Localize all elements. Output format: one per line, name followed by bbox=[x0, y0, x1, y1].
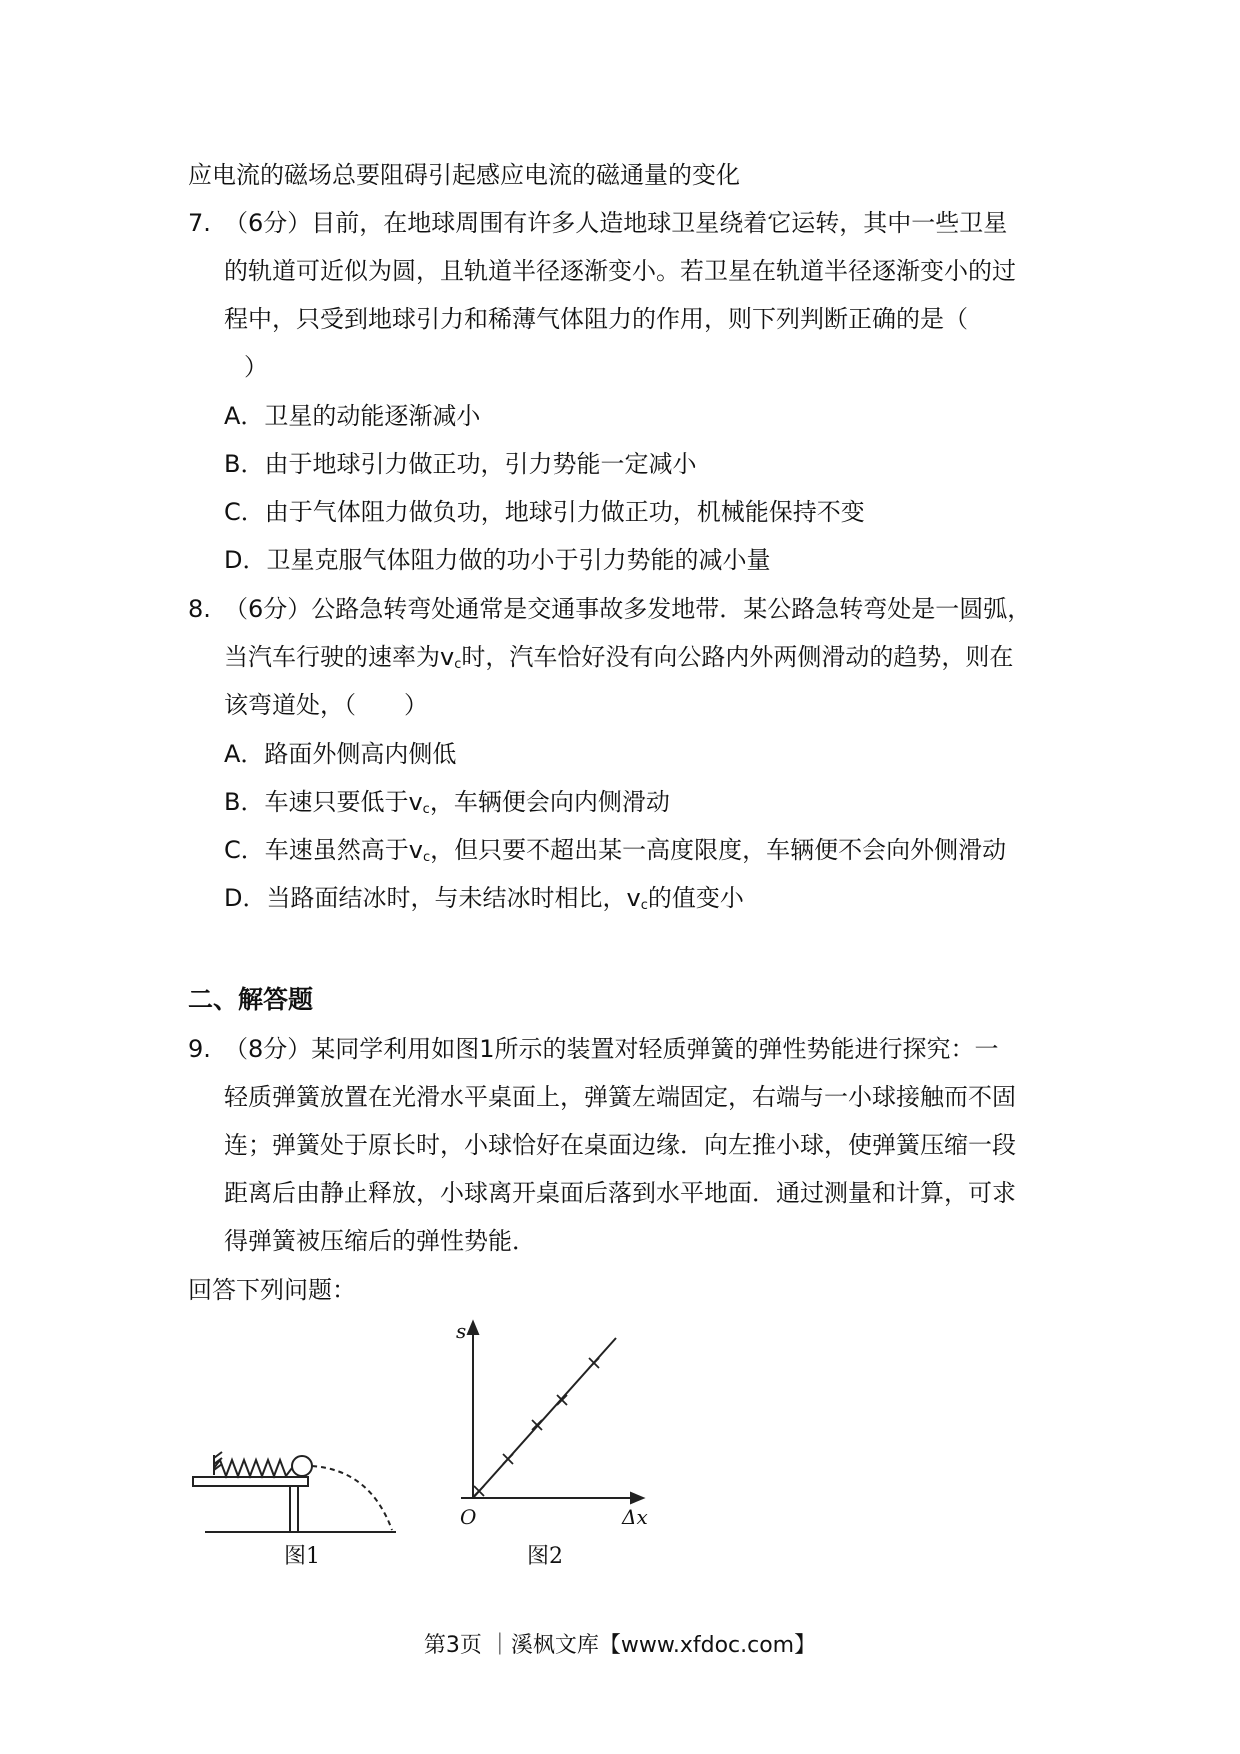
q7-option-c-label: C． bbox=[224, 498, 265, 526]
q8-option-b-a: 车速只要低于v bbox=[264, 788, 423, 816]
q8-line-2-a: 当汽车行驶的速率为v bbox=[224, 643, 455, 671]
q9-line-1: （8分）某同学利用如图1所示的装置对轻质弹簧的弹性势能进行探究：一 bbox=[224, 1035, 999, 1063]
q8-line-1: （6分）公路急转弯处通常是交通事故多发地带．某公路急转弯处是一圆弧， bbox=[224, 595, 1032, 623]
q8-option-c-sub: c bbox=[422, 850, 431, 865]
q8-option-d-sub: c bbox=[640, 898, 648, 913]
q7-option-a-label: A． bbox=[224, 402, 265, 430]
figure-1-caption: 图1 bbox=[284, 1544, 320, 1569]
q8-option-c-a: 车速虽然高于v bbox=[264, 836, 423, 864]
q8-option-c-label: C． bbox=[224, 836, 265, 864]
q8-option-b-label: B． bbox=[224, 788, 265, 816]
q9-line-5: 得弹簧被压缩后的弹性势能． bbox=[224, 1227, 536, 1255]
section-heading: 二、解答题 bbox=[188, 985, 314, 1014]
q8-option-a-label: A． bbox=[224, 740, 265, 768]
q9-line-3: 连；弹簧处于原长时，小球恰好在桌面边缘．向左推小球，使弹簧压缩一段 bbox=[224, 1131, 1016, 1159]
figure-2-caption: 图2 bbox=[527, 1544, 563, 1569]
q7-option-d-label: D． bbox=[224, 546, 267, 574]
q7-option-a-text: 卫星的动能逐渐减小 bbox=[264, 402, 481, 430]
q8-option-b-b: ，车辆便会向内侧滑动 bbox=[429, 788, 670, 816]
q7-option-b-text: 由于地球引力做正功，引力势能一定减小 bbox=[264, 450, 697, 478]
figure-2-origin-label: O bbox=[460, 1505, 477, 1529]
q8-option-d-a: 当路面结冰时，与未结冰时相比，v bbox=[266, 884, 641, 912]
page-footer: 第3页 ｜溪枫文库【www.xfdoc.com】 bbox=[423, 1633, 817, 1658]
q8-line-2-sub: c bbox=[454, 657, 462, 672]
q9-line-2: 轻质弹簧放置在光滑水平桌面上，弹簧左端固定，右端与一小球接触而不固 bbox=[224, 1083, 1016, 1111]
q7-option-d-text: 卫星克服气体阻力做的功小于引力势能的减小量 bbox=[266, 546, 771, 574]
q7-line-1: （6分）目前，在地球周围有许多人造地球卫星绕着它运转，其中一些卫星 bbox=[224, 209, 1008, 237]
q8-option-b-sub: c bbox=[422, 802, 430, 817]
figure-2-y-axis-label: s bbox=[456, 1319, 467, 1343]
q9-number: 9. bbox=[188, 1035, 211, 1063]
q8-option-d-b: 的值变小 bbox=[647, 884, 744, 912]
q9-prompt: 回答下列问题： bbox=[188, 1276, 356, 1304]
q8-option-d-label: D． bbox=[224, 884, 267, 912]
figure-2-x-axis-label: Δx bbox=[622, 1505, 648, 1529]
q7-option-b-label: B． bbox=[224, 450, 265, 478]
q7-option-c-text: 由于气体阻力做负功，地球引力做正功，机械能保持不变 bbox=[264, 498, 865, 526]
q8-option-c-b: ，但只要不超出某一高度限度，车辆便不会向外侧滑动 bbox=[430, 836, 1007, 864]
q8-option-a-text: 路面外侧高内侧低 bbox=[264, 740, 457, 768]
q6-tail-line: 应电流的磁场总要阻碍引起感应电流的磁通量的变化 bbox=[188, 161, 740, 189]
q8-line-2-b: 时，汽车恰好没有向公路内外两侧滑动的趋势，则在 bbox=[461, 643, 1014, 671]
q8-line-3: 该弯道处，（ ） bbox=[224, 691, 428, 719]
q8-number: 8. bbox=[188, 595, 211, 623]
q7-line-4: ） bbox=[244, 353, 268, 381]
q9-line-4: 距离后由静止释放，小球离开桌面后落到水平地面．通过测量和计算，可求 bbox=[224, 1179, 1016, 1207]
q7-line-2: 的轨道可近似为圆，且轨道半径逐渐变小。若卫星在轨道半径逐渐变小的过 bbox=[224, 257, 1016, 285]
q7-number: 7. bbox=[188, 209, 211, 237]
q7-line-3: 程中，只受到地球引力和稀薄气体阻力的作用，则下列判断正确的是（ bbox=[224, 305, 968, 333]
